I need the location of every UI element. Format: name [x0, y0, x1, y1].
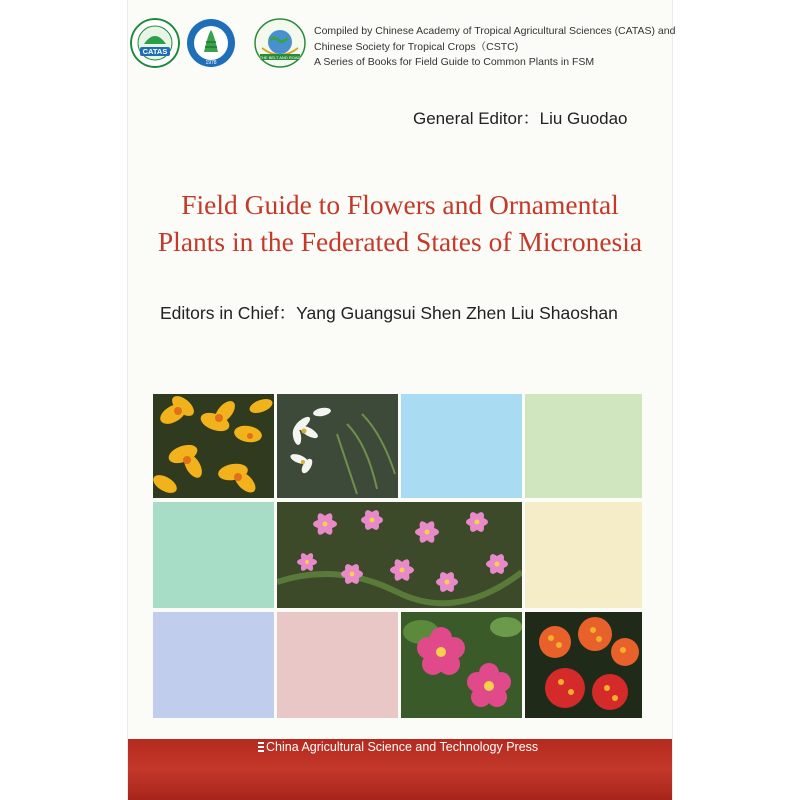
tile-pale-green — [525, 394, 642, 498]
compiled-line-1: Compiled by Chinese Academy of Tropical Agricultural Sciences (CATAS) and — [314, 25, 676, 37]
tile-sky-blue — [401, 394, 522, 498]
catas-logo — [130, 18, 180, 68]
compiled-line-3: A Series of Books for Field Guide to Common Plants in FSM — [314, 56, 595, 68]
compiled-line-2: Chinese Society for Tropical Crops（CSTC) — [314, 40, 519, 53]
title-line-2: Plants in the Federated States of Micronesia — [157, 226, 643, 257]
photo-pink-mandevilla — [401, 612, 522, 718]
editors-in-chief: Editors in Chief：Yang Guangsui Shen Zhen Liu Shaoshan — [160, 303, 618, 323]
belt-road-logo-text: THE BELT AND ROAD — [259, 55, 301, 60]
catas-logo-text: CATAS — [142, 47, 168, 56]
publisher-name: China Agricultural Science and Technology Press — [266, 740, 539, 754]
compiled-by-text — [314, 24, 674, 71]
belt-road-logo — [254, 18, 306, 68]
book-title — [128, 186, 672, 260]
photo-lantana — [525, 612, 642, 718]
general-editor: General Editor：Liu Guodao — [413, 109, 628, 128]
press-icon — [258, 742, 264, 752]
cstc-logo-text: 1978 — [205, 60, 217, 66]
tile-periwinkle — [153, 612, 274, 718]
title-line-1: Field Guide to Flowers and Ornamental — [181, 189, 619, 220]
photo-white-lilies — [277, 394, 398, 498]
photo-plumeria — [153, 394, 274, 498]
tile-mint — [153, 502, 274, 608]
cstc-logo — [186, 18, 236, 68]
tile-dusty-pink — [277, 612, 398, 718]
photo-pink-rain-lilies — [277, 502, 522, 608]
tile-cream — [525, 502, 642, 608]
